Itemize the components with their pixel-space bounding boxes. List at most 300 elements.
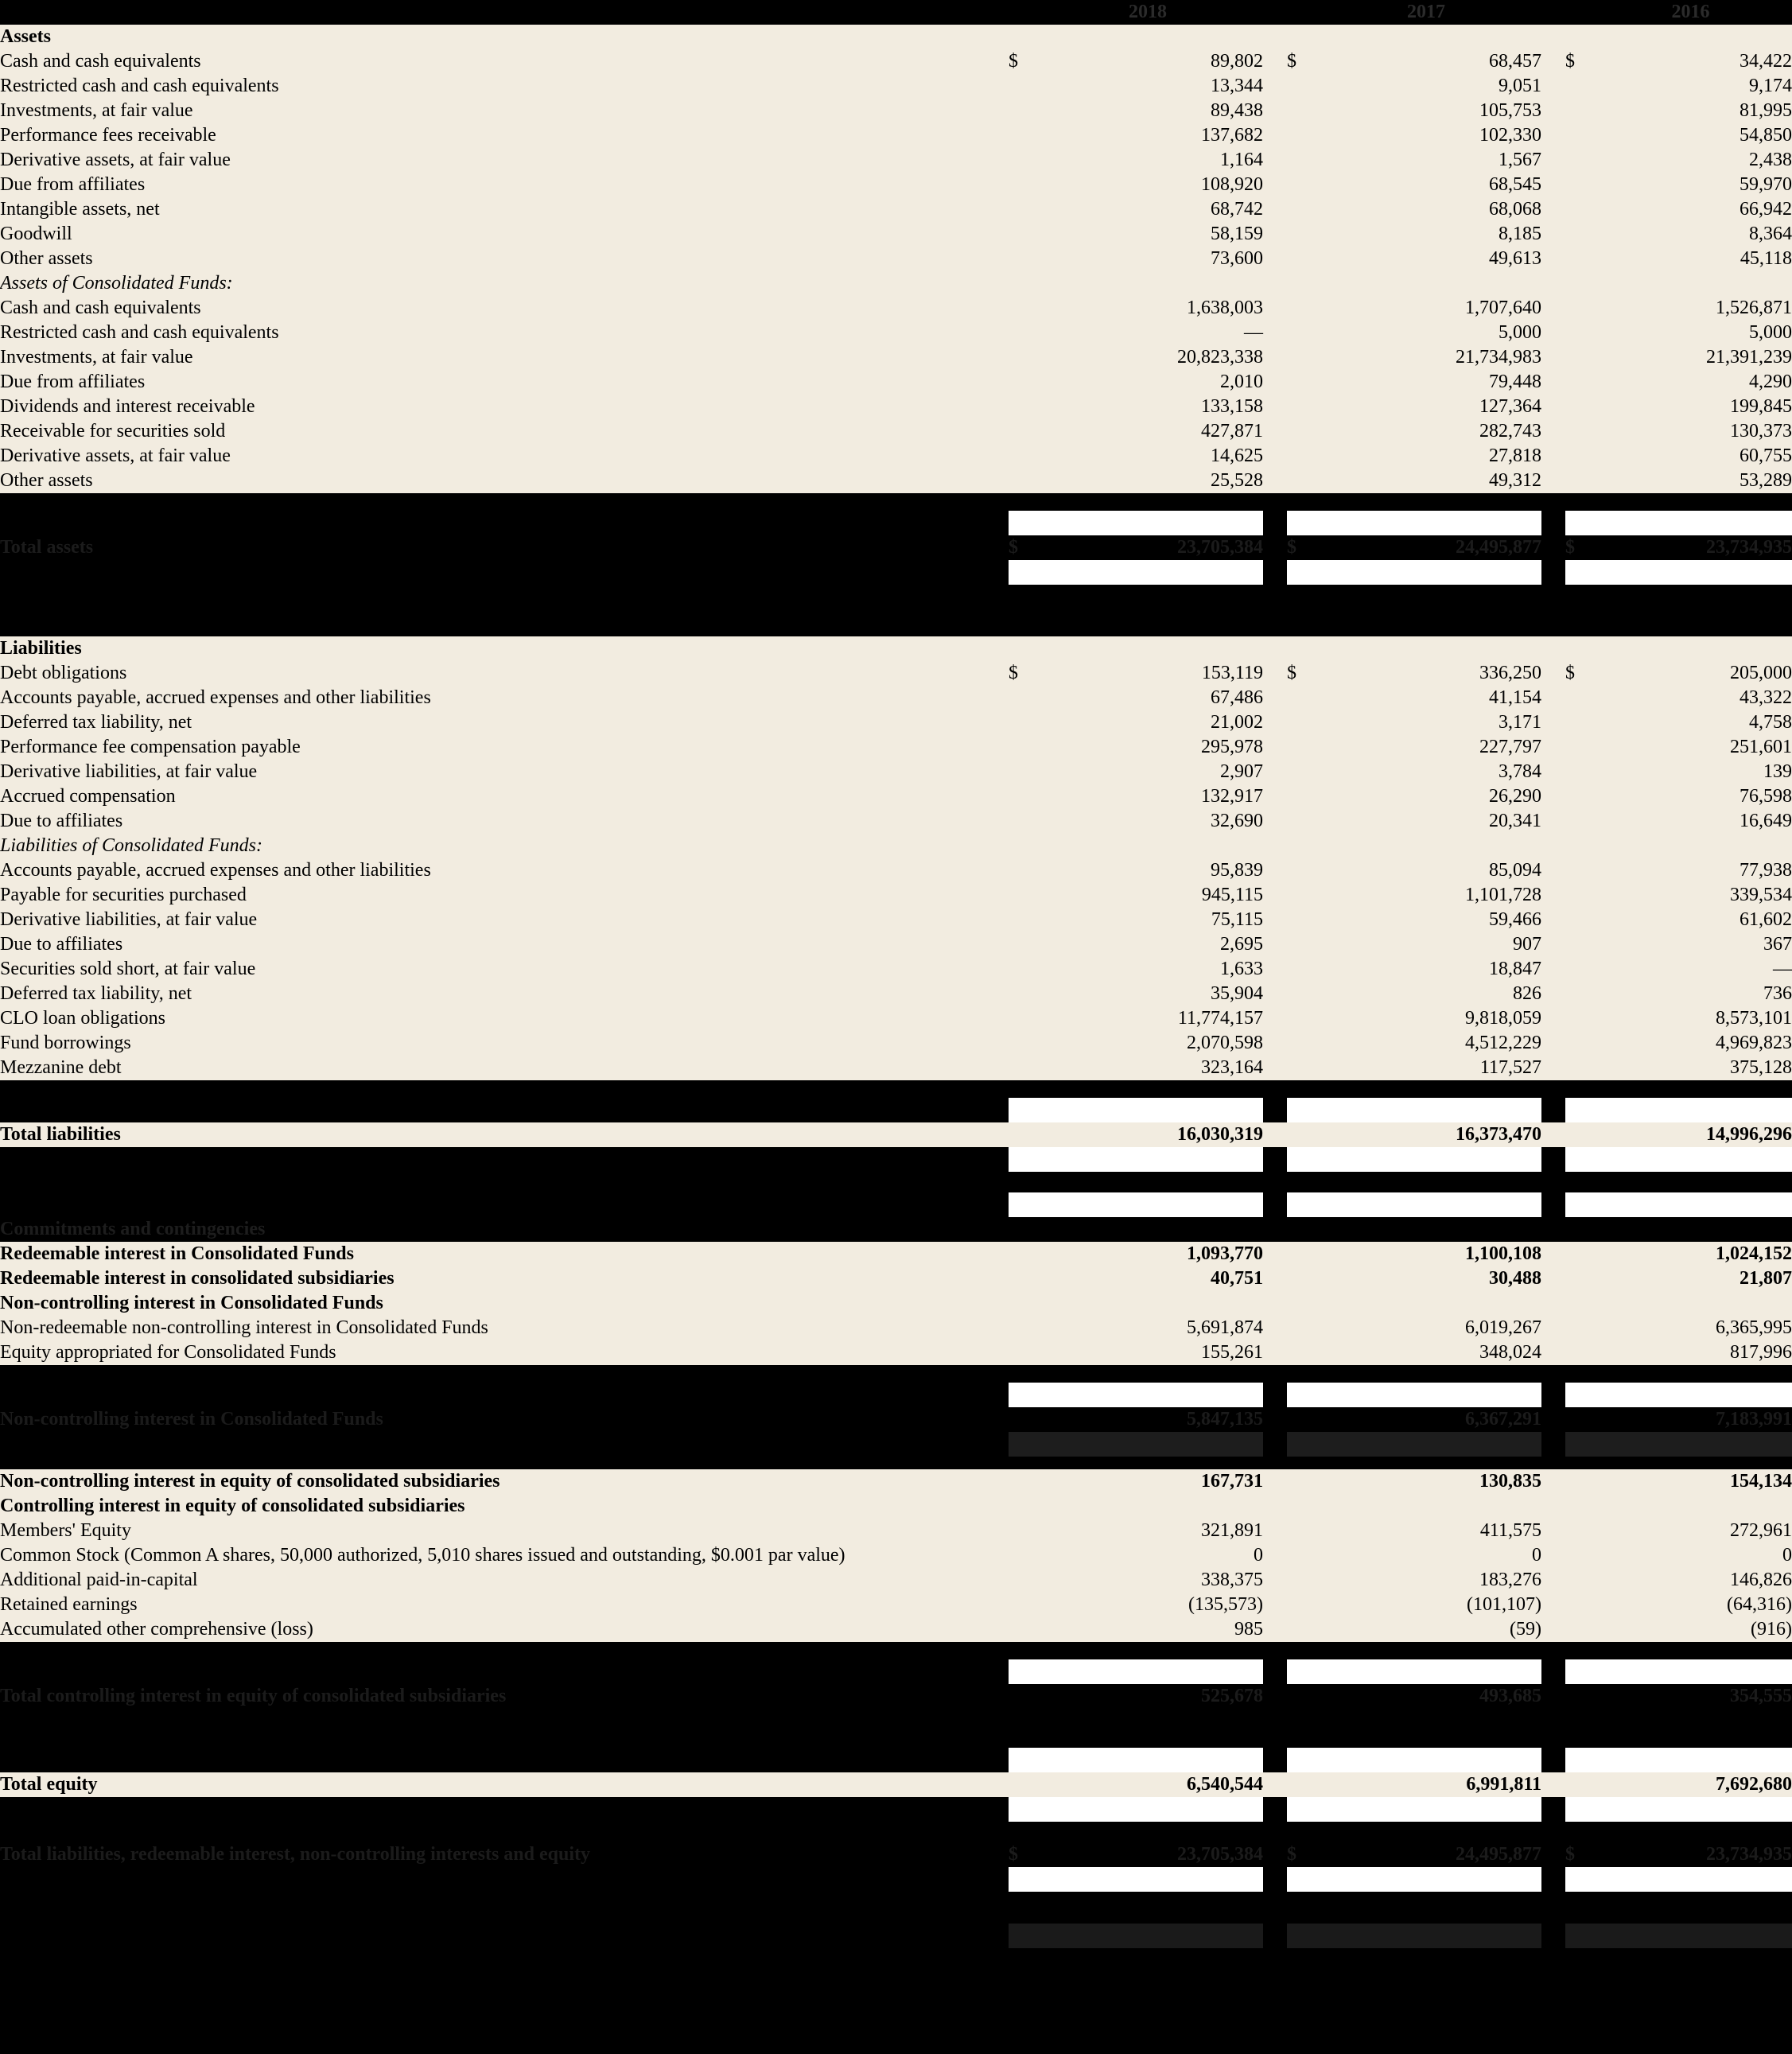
spacer (1263, 1031, 1287, 1056)
total-equity-value-2018: 6,540,544 (1032, 1772, 1263, 1797)
spacer (977, 469, 1009, 493)
rule-gap (1263, 560, 1287, 585)
currency-symbol (1287, 1340, 1311, 1365)
nci-subtotal-value-2016: 7,183,991 (1589, 1407, 1792, 1432)
value-2017: (59) (1311, 1617, 1541, 1642)
spacer (977, 858, 1009, 883)
rule-gap (977, 1147, 1009, 1172)
rule-gap (1541, 1867, 1565, 1892)
currency-symbol (1565, 271, 1589, 296)
total-assets-value-2016: 23,734,935 (1589, 535, 1792, 560)
spacer (1541, 271, 1565, 296)
nci-bottom-gap (0, 1457, 1792, 1469)
rule-val (1032, 1147, 1263, 1172)
row-label: Non-controlling interest in equity of consolidated subsidiaries (0, 1469, 977, 1494)
spacer (1311, 25, 1541, 49)
spacer (1541, 908, 1565, 932)
value-2018: 155,261 (1032, 1340, 1263, 1365)
assets-bottom-gap (0, 585, 1792, 612)
row-label: Deferred tax liability, net (0, 982, 977, 1006)
spacer (1032, 25, 1263, 49)
value-2017: 9,818,059 (1311, 1006, 1541, 1031)
rule-left (0, 1924, 977, 1948)
value-2016: 339,534 (1589, 883, 1792, 908)
currency-symbol (1565, 1494, 1589, 1519)
spacer (977, 1217, 1009, 1242)
rule-gap (977, 1432, 1009, 1457)
rule-gap (1263, 1383, 1287, 1407)
value-2016: 2,438 (1589, 148, 1792, 173)
row-label: Restricted cash and cash equivalents (0, 321, 977, 345)
value-2017: 117,527 (1311, 1056, 1541, 1080)
rule-val (1032, 1709, 1263, 1733)
header-currency (1009, 0, 1032, 25)
total-equity-value-2017: 6,991,811 (1311, 1772, 1541, 1797)
spacer (1032, 636, 1263, 661)
spacer (1565, 25, 1589, 49)
currency-symbol (1009, 74, 1032, 99)
spacer (1263, 1543, 1287, 1568)
value-2016: 5,000 (1589, 321, 1792, 345)
rule-cur (1287, 1748, 1311, 1772)
rule-gap (1263, 1192, 1287, 1217)
currency-symbol (1565, 197, 1589, 222)
spacer (1541, 883, 1565, 908)
spacer (1541, 173, 1565, 197)
currency-symbol (1287, 1031, 1311, 1056)
table-row (0, 858, 1792, 883)
assets-total-rule-top (0, 511, 1792, 535)
spacer (977, 1340, 1009, 1365)
spacer (1263, 957, 1287, 982)
currency-symbol (1287, 173, 1311, 197)
spacer (1541, 1842, 1565, 1867)
spacer (977, 370, 1009, 395)
rule-val (1311, 1432, 1541, 1457)
value-2018 (1032, 271, 1263, 296)
row-label: Investments, at fair value (0, 345, 977, 370)
currency-symbol (1009, 809, 1032, 834)
spacer (977, 1316, 1009, 1340)
currency-symbol (1009, 444, 1032, 469)
value-2017: 411,575 (1311, 1519, 1541, 1543)
currency-symbol (1009, 1494, 1032, 1519)
row-label: Cash and cash equivalents (0, 296, 977, 321)
spacer (1263, 535, 1287, 560)
currency-symbol (1009, 469, 1032, 493)
value-2017: 102,330 (1311, 123, 1541, 148)
table-row (0, 148, 1792, 173)
rule-cur (1009, 1147, 1032, 1172)
value-2018: 67,486 (1032, 686, 1263, 710)
rule-val (1589, 1797, 1792, 1822)
rule-val (1032, 1748, 1263, 1772)
spacer (1263, 908, 1287, 932)
currency-symbol (1009, 1006, 1032, 1031)
value-2018: 1,093,770 (1032, 1242, 1263, 1266)
total-equity-label: Total equity (0, 1772, 977, 1797)
row-label: Additional paid-in-capital (0, 1568, 977, 1593)
row-label: Due from affiliates (0, 173, 977, 197)
table-row (0, 49, 1792, 74)
rule-cur (1565, 1098, 1589, 1122)
spacer (1311, 1217, 1541, 1242)
spacer (1541, 784, 1565, 809)
currency-symbol (1565, 321, 1589, 345)
rule-cur (1565, 1924, 1589, 1948)
section-heading-liabilities: Liabilities (0, 636, 977, 661)
currency-symbol (1565, 370, 1589, 395)
value-2017: 348,024 (1311, 1340, 1541, 1365)
currency-symbol (1565, 982, 1589, 1006)
spacer (1263, 1266, 1287, 1291)
spacer (1589, 636, 1792, 661)
value-2018: 1,638,003 (1032, 296, 1263, 321)
spacer-cell (0, 612, 1792, 636)
rule-val (1589, 1659, 1792, 1684)
currency-symbol (1009, 1407, 1032, 1432)
currency-symbol: $ (1009, 661, 1032, 686)
currency-symbol (1287, 1242, 1311, 1266)
value-2017: 826 (1311, 982, 1541, 1006)
spacer (1565, 636, 1589, 661)
currency-symbol: $ (1287, 535, 1311, 560)
spacer (1263, 25, 1287, 49)
currency-symbol (1287, 760, 1311, 784)
value-2017: 282,743 (1311, 419, 1541, 444)
spacer-cell (0, 1172, 1792, 1192)
currency-symbol (1565, 1617, 1589, 1642)
rule-val (1311, 1924, 1541, 1948)
spacer (1287, 1217, 1311, 1242)
rule-gap (1541, 1432, 1565, 1457)
rule-gap (1263, 1797, 1287, 1822)
currency-symbol (1009, 784, 1032, 809)
spacer (977, 1568, 1009, 1593)
spacer (977, 784, 1009, 809)
row-label: Performance fees receivable (0, 123, 977, 148)
currency-symbol (1009, 932, 1032, 957)
currency-symbol (1565, 247, 1589, 271)
currency-symbol (1009, 1469, 1032, 1494)
spacer (1541, 1291, 1565, 1316)
grand-total-value-2018: 23,705,384 (1032, 1842, 1263, 1867)
row-label: Intangible assets, net (0, 197, 977, 222)
rule-gap (1541, 1709, 1565, 1733)
currency-symbol (1565, 957, 1589, 982)
spacer (1263, 1494, 1287, 1519)
currency-symbol (1287, 345, 1311, 370)
value-2016: 205,000 (1589, 661, 1792, 686)
value-2018: 95,839 (1032, 858, 1263, 883)
nci-rule-bottom (0, 1432, 1792, 1457)
currency-symbol (1009, 148, 1032, 173)
value-2017: 27,818 (1311, 444, 1541, 469)
grand-total-rule-bottom (0, 1867, 1792, 1892)
value-2018: 32,690 (1032, 809, 1263, 834)
section-heading-row (0, 25, 1792, 49)
rule-cur (1009, 1709, 1032, 1733)
rule-gap (1263, 1867, 1287, 1892)
row-label: Goodwill (0, 222, 977, 247)
value-2017 (1311, 271, 1541, 296)
spacer (1541, 1593, 1565, 1617)
spacer (1263, 395, 1287, 419)
assets-total-rule-bottom (0, 560, 1792, 585)
spacer (1263, 1842, 1287, 1867)
rule-val (1589, 1192, 1792, 1217)
spacer (1263, 686, 1287, 710)
value-2018: — (1032, 321, 1263, 345)
currency-symbol (1565, 1291, 1589, 1316)
value-2016 (1589, 834, 1792, 858)
currency-symbol (1009, 686, 1032, 710)
spacer (977, 1684, 1009, 1709)
value-2016: 16,649 (1589, 809, 1792, 834)
spacer (1263, 1617, 1287, 1642)
spacer (977, 49, 1009, 74)
spacer-cell (0, 1948, 1792, 1959)
table-row (0, 735, 1792, 760)
spacer (1263, 636, 1287, 661)
rule-gap (1541, 1797, 1565, 1822)
row-label: Securities sold short, at fair value (0, 957, 977, 982)
grand-total-row (0, 1842, 1792, 1867)
rule-cur (1287, 1924, 1311, 1948)
value-2018: 11,774,157 (1032, 1006, 1263, 1031)
rule-left (0, 1867, 977, 1892)
value-2016: 8,573,101 (1589, 1006, 1792, 1031)
currency-symbol (1009, 99, 1032, 123)
currency-symbol (1565, 1543, 1589, 1568)
value-2016: 77,938 (1589, 858, 1792, 883)
currency-symbol (1565, 858, 1589, 883)
nci-subtotal-value-2017: 6,367,291 (1311, 1407, 1541, 1432)
currency-symbol (1565, 1772, 1589, 1797)
currency-symbol (1009, 735, 1032, 760)
value-2018: 13,344 (1032, 74, 1263, 99)
value-2016: 199,845 (1589, 395, 1792, 419)
column-header-2017: 2017 (1311, 0, 1541, 25)
table-row (0, 345, 1792, 370)
currency-symbol (1009, 1543, 1032, 1568)
currency-symbol (1287, 883, 1311, 908)
row-label: Other assets (0, 469, 977, 493)
rule-val (1032, 560, 1263, 585)
table-row (0, 222, 1792, 247)
spacer (1541, 1266, 1565, 1291)
table-row (0, 661, 1792, 686)
currency-symbol (1287, 370, 1311, 395)
spacer-cell (0, 1642, 1792, 1659)
spacer (1263, 469, 1287, 493)
table-row (0, 908, 1792, 932)
value-2017: 41,154 (1311, 686, 1541, 710)
spacer (977, 222, 1009, 247)
value-2018: 137,682 (1032, 123, 1263, 148)
spacer (1263, 784, 1287, 809)
total-assets-value-2018: 23,705,384 (1032, 535, 1263, 560)
value-2017: 130,835 (1311, 1469, 1541, 1494)
currency-symbol (1287, 222, 1311, 247)
table-row (0, 710, 1792, 735)
rule-gap (1263, 1432, 1287, 1457)
rule-cur (1565, 1748, 1589, 1772)
value-2016: 4,969,823 (1589, 1031, 1792, 1056)
currency-symbol (1009, 908, 1032, 932)
value-2017: 183,276 (1311, 1568, 1541, 1593)
spacer (1541, 535, 1565, 560)
value-2017 (1311, 1291, 1541, 1316)
table-row (0, 1316, 1792, 1340)
spacer (1032, 1217, 1263, 1242)
currency-symbol (1287, 444, 1311, 469)
header-currency (1565, 0, 1589, 25)
rule-val (1032, 1797, 1263, 1822)
spacer (1565, 1217, 1589, 1242)
column-header-2016: 2016 (1589, 0, 1792, 25)
total-liabilities-row (0, 1122, 1792, 1147)
spacer (977, 1593, 1009, 1617)
currency-symbol (1287, 1519, 1311, 1543)
table-row (0, 296, 1792, 321)
currency-symbol (1287, 957, 1311, 982)
currency-symbol (1565, 883, 1589, 908)
rule-val (1311, 1098, 1541, 1122)
liab-total-rule-bottom (0, 1147, 1792, 1172)
row-label: Investments, at fair value (0, 99, 977, 123)
rule-gap (977, 1867, 1009, 1892)
spacer (977, 271, 1009, 296)
total-equity-rule-bottom (0, 1797, 1792, 1822)
value-2018: 945,115 (1032, 883, 1263, 908)
currency-symbol (1565, 1316, 1589, 1340)
spacer (1263, 1006, 1287, 1031)
nci-subtotal-label: Non-controlling interest in Consolidated Funds (0, 1407, 977, 1432)
value-2016: 45,118 (1589, 247, 1792, 271)
rule-cur (1565, 1659, 1589, 1684)
currency-symbol (1009, 1056, 1032, 1080)
value-2017: 6,019,267 (1311, 1316, 1541, 1340)
currency-symbol (1009, 1031, 1032, 1056)
table-row (0, 1031, 1792, 1056)
currency-symbol (1287, 1469, 1311, 1494)
table-row (0, 784, 1792, 809)
grand-total-label: Total liabilities, redeemable interest, non-controlling interests and equity (0, 1842, 977, 1867)
spacer (1541, 636, 1565, 661)
spacer (977, 1031, 1009, 1056)
value-2016: 60,755 (1589, 444, 1792, 469)
currency-symbol (1565, 1568, 1589, 1593)
value-2018: 14,625 (1032, 444, 1263, 469)
currency-symbol (1565, 686, 1589, 710)
rule-val (1311, 1147, 1541, 1172)
currency-symbol (1287, 321, 1311, 345)
value-2016: 53,289 (1589, 469, 1792, 493)
value-2016: 1,526,871 (1589, 296, 1792, 321)
rule-val (1589, 1709, 1792, 1733)
spacer (1263, 271, 1287, 296)
value-2018: 2,907 (1032, 760, 1263, 784)
currency-symbol (1009, 1568, 1032, 1593)
rule-gap (977, 1383, 1009, 1407)
currency-symbol: $ (1287, 1842, 1311, 1867)
value-2018 (1032, 1494, 1263, 1519)
value-2017: 1,101,728 (1311, 883, 1541, 908)
rule-cur (1287, 560, 1311, 585)
spacer (1541, 444, 1565, 469)
spacer (1541, 710, 1565, 735)
currency-symbol (1565, 908, 1589, 932)
value-2017: 8,185 (1311, 222, 1541, 247)
value-2016: (64,316) (1589, 1593, 1792, 1617)
rule-val (1032, 1192, 1263, 1217)
rule-left (0, 1098, 977, 1122)
row-label: Non-redeemable non-controlling interest in Consolidated Funds (0, 1316, 977, 1340)
currency-symbol: $ (1565, 1842, 1589, 1867)
table-row (0, 419, 1792, 444)
currency-symbol (1565, 1519, 1589, 1543)
spacer (1541, 345, 1565, 370)
row-label: Redeemable interest in Consolidated Funds (0, 1242, 977, 1266)
spacer (1263, 419, 1287, 444)
currency-symbol (1287, 982, 1311, 1006)
spacer (977, 1122, 1009, 1147)
row-label: Deferred tax liability, net (0, 710, 977, 735)
spacer (977, 74, 1009, 99)
rule-cur (1287, 1867, 1311, 1892)
value-2017: 79,448 (1311, 370, 1541, 395)
spacer (1263, 735, 1287, 760)
spacer (1263, 99, 1287, 123)
value-2018: 25,528 (1032, 469, 1263, 493)
value-2018: 89,802 (1032, 49, 1263, 74)
value-2016: 9,174 (1589, 74, 1792, 99)
value-2016: 4,290 (1589, 370, 1792, 395)
spacer (977, 1242, 1009, 1266)
currency-symbol (1287, 395, 1311, 419)
spacer (1263, 148, 1287, 173)
currency-symbol (1565, 710, 1589, 735)
currency-symbol (1287, 296, 1311, 321)
value-2016: 736 (1589, 982, 1792, 1006)
nci-rule-top (0, 1383, 1792, 1407)
spacer (1263, 321, 1287, 345)
value-2018 (1032, 1291, 1263, 1316)
rule-gap (1263, 1147, 1287, 1172)
spacer (977, 395, 1009, 419)
rule-gap (1541, 1924, 1565, 1948)
rule-val (1032, 1432, 1263, 1457)
rule-cur (1565, 1709, 1589, 1733)
rule-cur (1287, 1383, 1311, 1407)
row-label: Equity appropriated for Consolidated Funds (0, 1340, 977, 1365)
currency-symbol (1009, 1684, 1032, 1709)
assets-gap (0, 493, 1792, 511)
value-2016 (1589, 1494, 1792, 1519)
currency-symbol (1009, 197, 1032, 222)
currency-symbol (1287, 247, 1311, 271)
rule-val (1311, 1867, 1541, 1892)
value-2016: 139 (1589, 760, 1792, 784)
value-2017: 68,457 (1311, 49, 1541, 74)
row-label: Restricted cash and cash equivalents (0, 74, 977, 99)
currency-symbol (1287, 1494, 1311, 1519)
currency-symbol (1565, 809, 1589, 834)
table-row (0, 173, 1792, 197)
spacer (1541, 247, 1565, 271)
currency-symbol (1009, 957, 1032, 982)
